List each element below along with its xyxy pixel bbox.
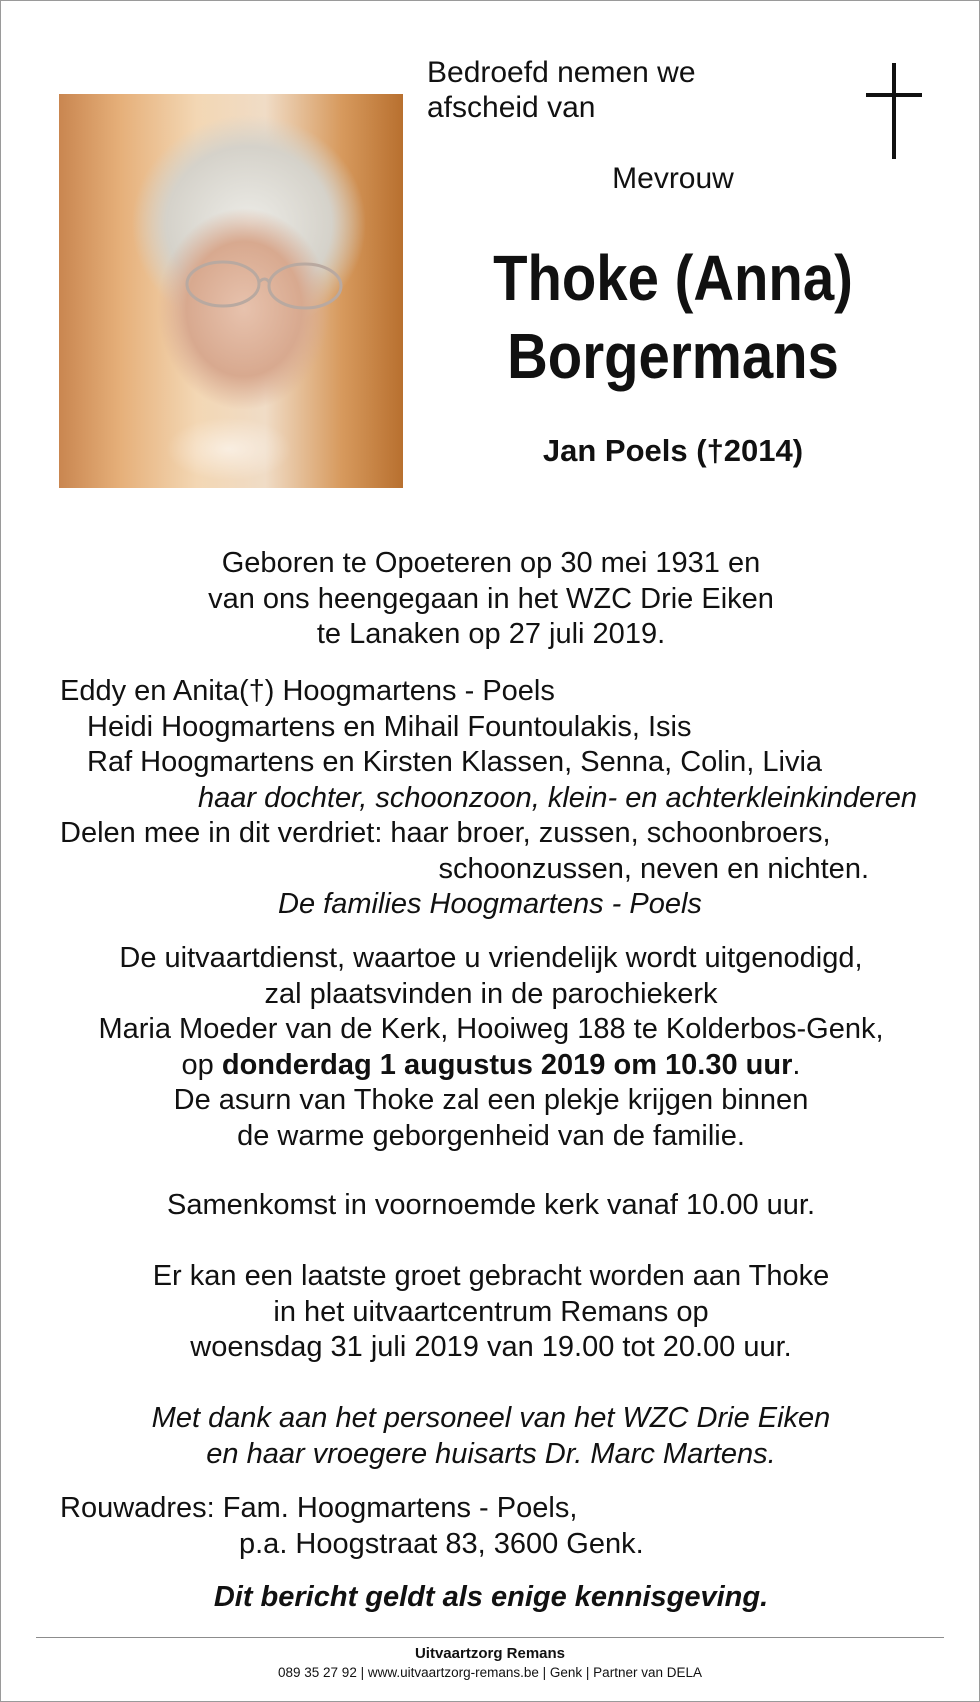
cross-icon [866,63,922,159]
address-line: p.a. Hoogstraat 83, 3600 Genk. [239,1528,644,1560]
service-date: donderdag 1 augustus 2019 om 10.30 uur [221,1048,793,1081]
birth-line: Geboren te Opoeteren op 30 mei 1931 en [221,547,761,579]
honorific: Mevrouw [612,162,734,195]
portrait-photo [59,94,403,488]
service-line: De uitvaartdienst, waartoe u vriendelijk wordt uitgenodigd, [119,942,863,974]
service-line: zal plaatsvinden in de parochiekerk [264,977,718,1010]
family-line: schoonzussen, neven en nichten. [438,853,869,885]
name-last: Borgermans [507,320,839,392]
family-line: Heidi Hoogmartens en Mihail Fountoulakis, Isis [87,711,692,743]
footer-divider [36,1637,944,1638]
name-first: Thoke (Anna) [493,242,853,314]
family-line: Raf Hoogmartens en Kirsten Klassen, Senna, Colin, Livia [87,746,823,778]
birth-line: van ons heengegaan in het WZC Drie Eiken [208,582,774,615]
family-signature: De families Hoogmartens - Poels [278,888,702,920]
gathering-info: Samenkomst in voornoemde kerk vanaf 10.00 uur. [166,1189,816,1221]
service-line: de warme geborgenheid van de familie. [237,1119,745,1152]
service-line: Maria Moeder van de Kerk, Hooiweg 188 te Kolderbos-Genk, [98,1013,884,1045]
service-line: De asurn van Thoke zal een plekje krijgen binnen [173,1084,809,1116]
thanks-note: Met dank aan het personeel van het WZC Drie Eiken en haar vroegere huisarts Dr. Marc Martens. [151,1402,831,1470]
family-line: Eddy en Anita(†) Hoogmartens - Poels [60,675,555,707]
funeral-home-contact: 089 35 27 92 | www.uitvaartzorg-remans.be | Genk | Partner van DELA [278,1665,702,1680]
notice-statement: Dit bericht geldt als enige kennisgeving. [213,1581,769,1613]
glasses-icon [181,254,351,314]
funeral-home-name: Uitvaartzorg Remans [414,1645,566,1662]
service-info [41,941,941,1154]
service-date-line: op donderdag 1 augustus 2019 om 10.30 uur. [181,1048,801,1081]
last-greeting-info: Er kan een laatste groet gebracht worden aan Thoke in het uitvaartcentrum Remans op woensdag 31 juli 2019 van 19.00 tot 20.00 uur. [152,1260,830,1363]
intro-text: Bedroefd nemen we afscheid van [427,56,696,124]
spouse-name: Jan Poels (†2014) [542,433,804,468]
address-line: Rouwadres: Fam. Hoogmartens - Poels, [60,1492,578,1524]
deceased-name [444,239,902,395]
family-relation: haar dochter, schoonzoon, klein- en achterkleinkinderen [197,782,917,814]
birth-line: te Lanaken op 27 juli 2019. [316,618,666,650]
birth-death-info [41,546,941,653]
family-line: Delen mee in dit verdriet: haar broer, zussen, schoonbroers, [60,817,831,849]
